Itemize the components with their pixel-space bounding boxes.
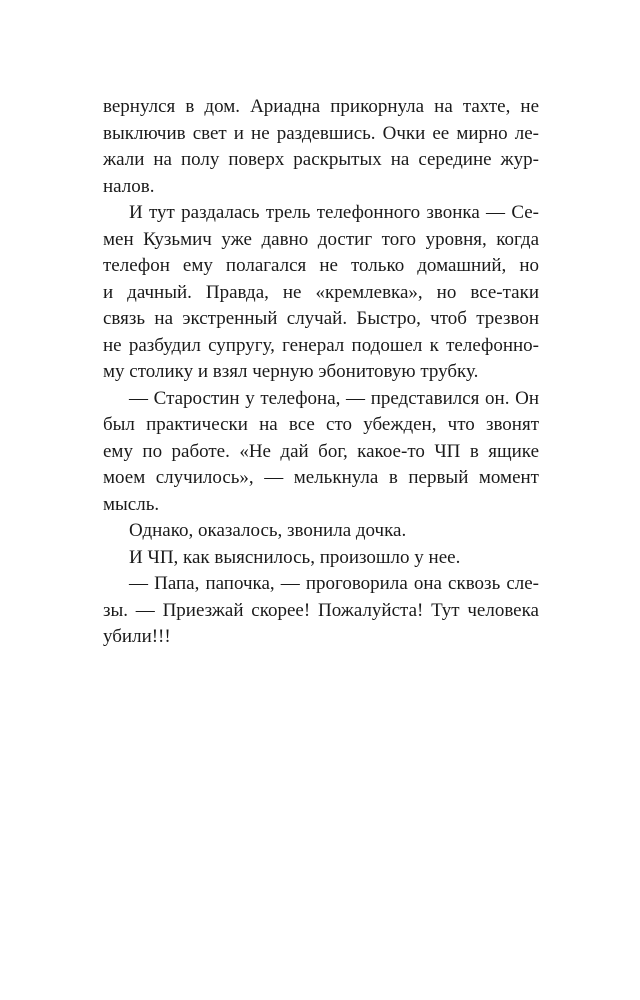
- paragraph: [103, 545, 539, 572]
- text-line: был практически на все сто убежден, что звонят: [103, 414, 539, 435]
- paragraph: [103, 571, 539, 651]
- text-line: моем случилось», — мелькнула в первый момент: [103, 467, 539, 488]
- text-line: зы. — Приезжай скорее! Пожалуйста! Тут человека: [103, 599, 539, 621]
- paragraph: [103, 94, 539, 200]
- text-line: налов.: [103, 175, 155, 197]
- text-line: жали на полу поверх раскрытых на середине жур-: [103, 149, 539, 170]
- body-text: [103, 94, 539, 651]
- text-line: — Папа, папочка, — проговорила она сквозь сле-: [129, 573, 539, 594]
- text-line: не разбудил супругу, генерал подошел к телефонно-: [103, 334, 539, 356]
- text-line: выключив свет и не раздевшись. Очки ее мирно ле-: [103, 122, 539, 144]
- text-line: му столику и взял черную эбонитовую трубку.: [103, 361, 479, 382]
- text-line: связь на экстренный случай. Быстро, чтоб трезвон: [103, 308, 539, 329]
- paragraph: [103, 386, 539, 519]
- text-line: — Старостин у телефона, — представился он. Он: [129, 387, 539, 409]
- text-line: И ЧП, как выяснилось, произошло у нее.: [129, 546, 461, 568]
- text-line: ему по работе. «Не дай бог, какое-то ЧП в ящике: [103, 440, 539, 462]
- text-line: И тут раздалась трель телефонного звонка — Се-: [129, 202, 539, 223]
- text-line: мысль.: [103, 493, 160, 515]
- text-line: убили!!!: [103, 626, 171, 647]
- text-line: мен Кузьмич уже давно достиг того уровня, когда: [103, 228, 539, 250]
- text-line: вернулся в дом. Ариадна прикорнула на тахте, не: [103, 96, 539, 117]
- text-line: Однако, оказалось, звонила дочка.: [129, 520, 407, 541]
- text-line: и дачный. Правда, не «кремлевка», но все-таки: [103, 281, 539, 303]
- text-line: телефон ему полагался не только домашний, но: [103, 255, 539, 276]
- paragraph: [103, 518, 539, 545]
- paragraph: [103, 200, 539, 386]
